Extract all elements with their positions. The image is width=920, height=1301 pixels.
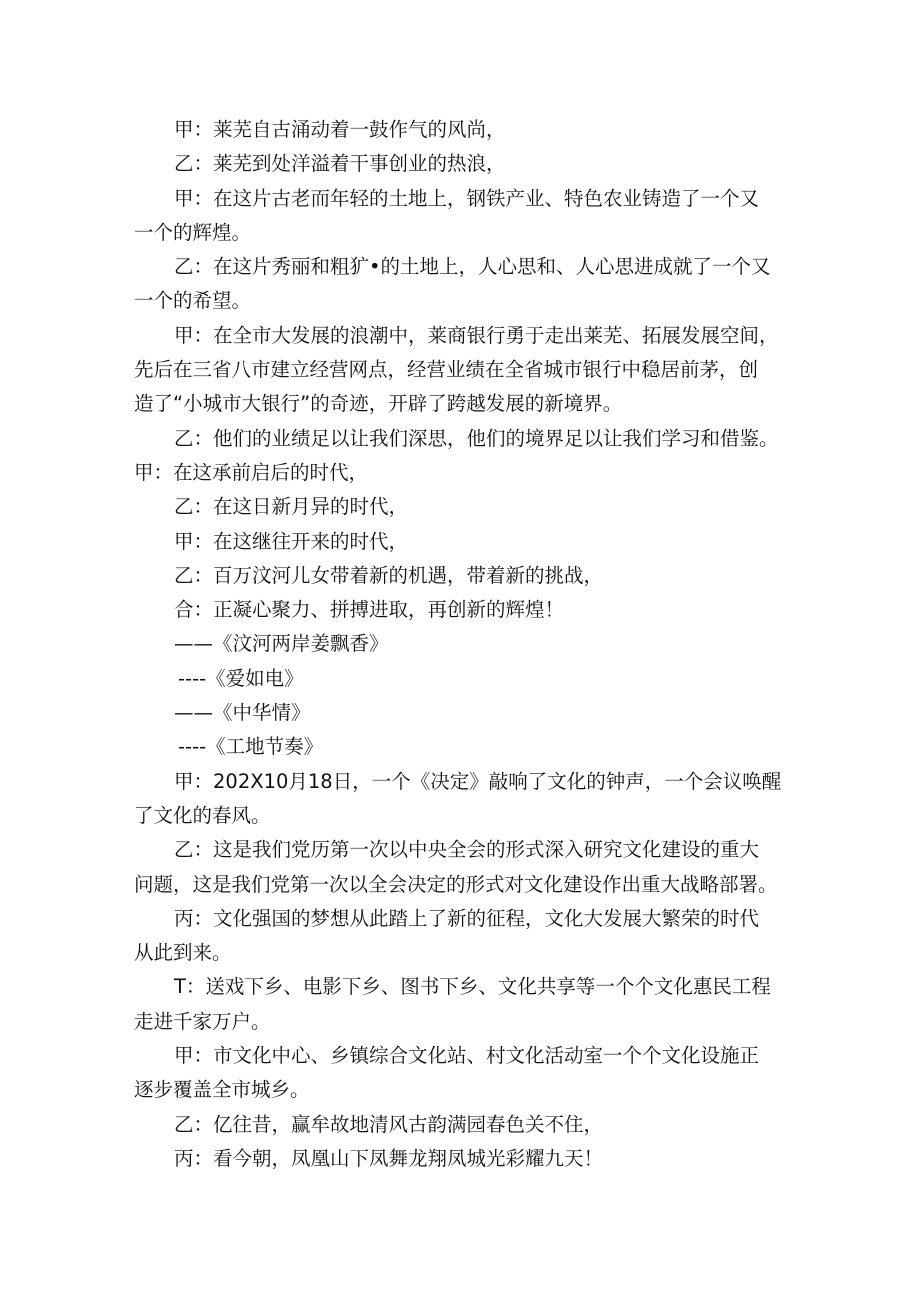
text-line: 乙：他们的业绩足以让我们深思，他们的境界足以让我们学习和借鉴。 — [174, 426, 779, 450]
text-line: 甲：在这承前启后的时代， — [134, 460, 369, 484]
text-line: 造了“小城市大银行”的奇迹，开辟了跨越发展的新境界。 — [134, 392, 623, 416]
text-line: 一个的辉煌。 — [134, 220, 252, 244]
program-title: ----《工地节奏》 — [178, 735, 324, 759]
text-line: 丙：文化强国的梦想从此踏上了新的征程，文化大发展大繁荣的时代 — [174, 906, 760, 930]
document-body — [134, 113, 794, 1176]
text-line: 甲：202X10月18日，一个《决定》敲响了文化的钟声，一个会议唤醒 — [174, 769, 782, 793]
text-line: 先后在三省八市建立经营网点，经营业绩在全省城市银行中稳居前茅，创 — [134, 358, 759, 382]
text-line: 问题，这是我们党第一次以全会决定的形式对文化建设作出重大战略部署。 — [134, 872, 778, 896]
text-line: 甲：在这片古老而年轻的土地上，钢铁产业、特色农业铸造了一个又 — [174, 186, 760, 210]
program-title: ----《爱如电》 — [178, 666, 304, 690]
text-line: 甲：在全市大发展的浪潮中，莱商银行勇于走出莱芜、拓展发展空间， — [174, 323, 779, 347]
text-line: T：送戏下乡、电影下乡、图书下乡、文化共享等一个个文化惠民工程 — [174, 975, 771, 999]
text-line: 甲：市文化中心、乡镇综合文化站、村文化活动室一个个文化设施正 — [174, 1044, 760, 1068]
text-line: 丙：看今朝，凤凰山下凤舞龙翔凤城光彩耀九天！ — [174, 1146, 604, 1170]
text-line: 甲：莱芜自古涌动着一鼓作气的风尚， — [174, 118, 506, 141]
program-title: ——《中华情》 — [174, 701, 311, 725]
text-line: 从此到来。 — [134, 941, 232, 965]
text-line: 了文化的春风。 — [134, 803, 271, 827]
text-line: 乙：亿往昔，赢牟故地清风古韵满园春色关不住， — [174, 1112, 604, 1136]
text-line: 乙：在这日新月异的时代， — [174, 495, 409, 519]
text-line: 乙：百万汶河儿女带着新的机遇，带着新的挑战， — [174, 563, 604, 587]
text-line: 乙：莱芜到处洋溢着干事创业的热浪， — [174, 152, 506, 176]
text-line: 一个的希望。 — [134, 289, 252, 313]
text-line: 乙：在这片秀丽和粗犷•的土地上，人心思和、人心思进成就了一个又 — [174, 255, 771, 279]
program-title: ——《汶河两岸姜飘香》 — [174, 632, 389, 656]
text-line: 乙：这是我们党历第一次以中央全会的形式深入研究文化建设的重大 — [174, 838, 760, 862]
text-line: 走进千家万户。 — [134, 1009, 271, 1033]
text-line: 甲：在这继往开来的时代， — [174, 529, 409, 553]
text-line: 合：正凝心聚力、拼搏进取，再创新的辉煌！ — [174, 598, 565, 622]
text-line: 逐步覆盖全市城乡。 — [134, 1078, 310, 1102]
